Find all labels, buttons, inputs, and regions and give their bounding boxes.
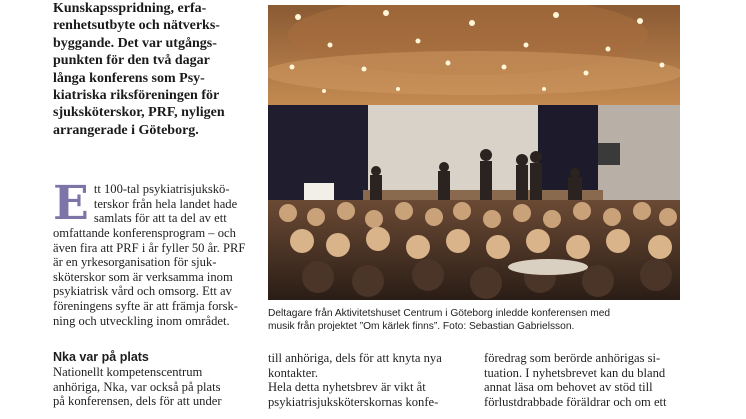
middle-column-text: till anhöriga, dels för att knyta nya kontakter. Hela detta nyhetsbrev är vikt åt psykiatrisjuksköterskornas konfe- <box>268 351 442 409</box>
section-heading: Nka var på plats <box>53 350 149 365</box>
middle-column <box>268 351 468 409</box>
lead-paragraph: Kunskapsspridning, erfa- renhetsutbyte och nätverks- byggande. Det var utgångs- punkten för den två dagar långa konferens som Psy- kiatriska riksföreningen för sjuksköterskor, PRF, nyligen arrangerade i Göteborg. <box>53 1 225 138</box>
photo-caption: Deltagare från Aktivitetshuset Centrum i Göteborg inledde konferensen med musik från projektet ”Om kärlek finns”. Foto: Sebastian Gabrielsson. <box>268 308 611 332</box>
intro-text: tt 100-tal psykiatrisjukskö- terskor från hela landet hade samlats för att ta del av ett omfattande konferensprogram – och även fira att PRF i år fyller 50 år. PRF är en yrkesorganisation för sjuk- sköterskor som är verksamma inom psykiatrisk vård och omsorg. Ett av föreningens syfte är att främja forsk- ning och utveckling inom området. <box>53 182 246 328</box>
right-column <box>484 351 684 409</box>
section-text: Nationellt kompetenscentrum anhöriga, Nka, var också på plats på konferensen, dels för att under <box>53 365 222 409</box>
drop-cap: E <box>53 176 89 232</box>
right-column-text: föredrag som berörde anhörigas si- tuation. I nyhetsbrevet kan du bland annat läsa om behovet av stöd till förlustdrabbade föräldrar och om ett <box>484 351 667 409</box>
intro-paragraph <box>53 176 258 328</box>
concert-photo <box>268 5 680 300</box>
left-column <box>53 0 258 409</box>
